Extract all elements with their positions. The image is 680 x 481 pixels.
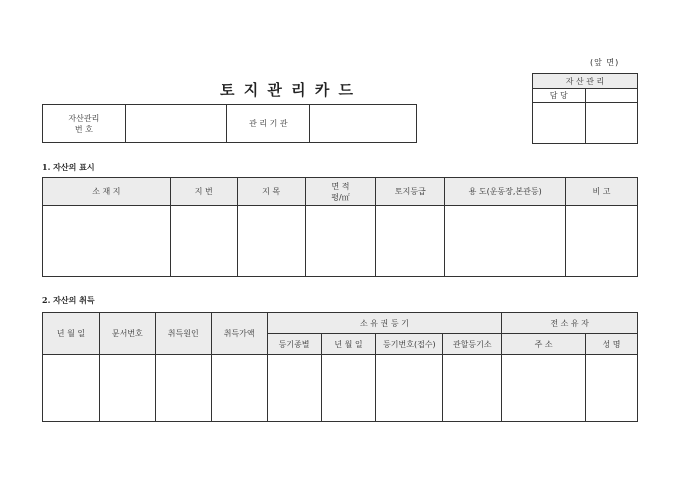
col-ownership-registration: 소 유 권 등 기 — [267, 313, 502, 334]
col-acquisition-cause: 취득원인 — [155, 313, 211, 355]
col-registration-number: 등기번호(접수) — [376, 334, 443, 355]
usage-cell[interactable] — [445, 206, 566, 277]
registration-date-cell[interactable] — [321, 355, 376, 422]
col-name: 성 명 — [586, 334, 638, 355]
col-previous-owner: 전 소 유 자 — [502, 313, 638, 334]
asset-number-label-line2: 번 호 — [74, 124, 93, 134]
col-remarks: 비 고 — [566, 178, 638, 206]
land-grade-cell[interactable] — [376, 206, 445, 277]
remarks-cell[interactable] — [566, 206, 638, 277]
acquisition-cause-cell[interactable] — [155, 355, 211, 422]
table-row — [43, 206, 638, 277]
person-in-charge-label: 담 당 — [533, 89, 586, 103]
person-in-charge-sign-cell[interactable] — [533, 103, 586, 144]
managing-agency-label: 관 리 기 관 — [227, 105, 310, 143]
acquisition-price-cell[interactable] — [211, 355, 267, 422]
name-cell[interactable] — [586, 355, 638, 422]
col-registration-type: 등기종별 — [267, 334, 321, 355]
registration-type-cell[interactable] — [267, 355, 321, 422]
section1-heading: 1. 자산의 표시 — [42, 162, 95, 172]
col-location: 소 재 지 — [43, 178, 171, 206]
col-registry-office: 관할등기소 — [443, 334, 502, 355]
col-registration-date: 년 월 일 — [321, 334, 376, 355]
card-title: 토 지 관 리 카 드 — [220, 81, 356, 99]
address-cell[interactable] — [502, 355, 586, 422]
col-lot-number: 지 번 — [170, 178, 237, 206]
asset-number-label — [43, 105, 126, 143]
asset-mgmt-header: 자 산 관 리 — [533, 74, 638, 89]
land-category-cell[interactable] — [237, 206, 305, 277]
person-in-charge-header-blank — [585, 89, 637, 103]
area-cell[interactable] — [305, 206, 376, 277]
managing-agency-field[interactable] — [310, 105, 417, 143]
col-document-number: 문서번호 — [99, 313, 155, 355]
page-side-label: (앞 면) — [590, 58, 620, 67]
approval-sign-cell[interactable] — [585, 103, 637, 144]
registry-office-cell[interactable] — [443, 355, 502, 422]
lot-number-cell[interactable] — [170, 206, 237, 277]
registration-number-cell[interactable] — [376, 355, 443, 422]
asset-number-label-line1: 자산관리 — [68, 113, 100, 123]
document-number-cell[interactable] — [99, 355, 155, 422]
asset-number-field[interactable] — [125, 105, 227, 143]
col-address: 주 소 — [502, 334, 586, 355]
section2-heading: 2. 자산의 취득 — [42, 295, 95, 305]
col-usage: 용 도(운동장,본관등) — [445, 178, 566, 206]
col-date: 년 월 일 — [43, 313, 100, 355]
table-row — [43, 355, 638, 422]
asset-mgmt-box — [532, 73, 638, 144]
info-row-table — [42, 104, 417, 143]
col-area-line2: 평/㎡ — [331, 192, 350, 202]
date-cell[interactable] — [43, 355, 100, 422]
col-land-category: 지 목 — [237, 178, 305, 206]
col-area — [305, 178, 376, 206]
col-land-grade: 토지등급 — [376, 178, 445, 206]
col-acquisition-price: 취득가액 — [211, 313, 267, 355]
location-cell[interactable] — [43, 206, 171, 277]
asset-display-table — [42, 177, 638, 277]
col-area-line1: 면 적 — [331, 181, 350, 191]
asset-acquisition-table — [42, 312, 638, 422]
